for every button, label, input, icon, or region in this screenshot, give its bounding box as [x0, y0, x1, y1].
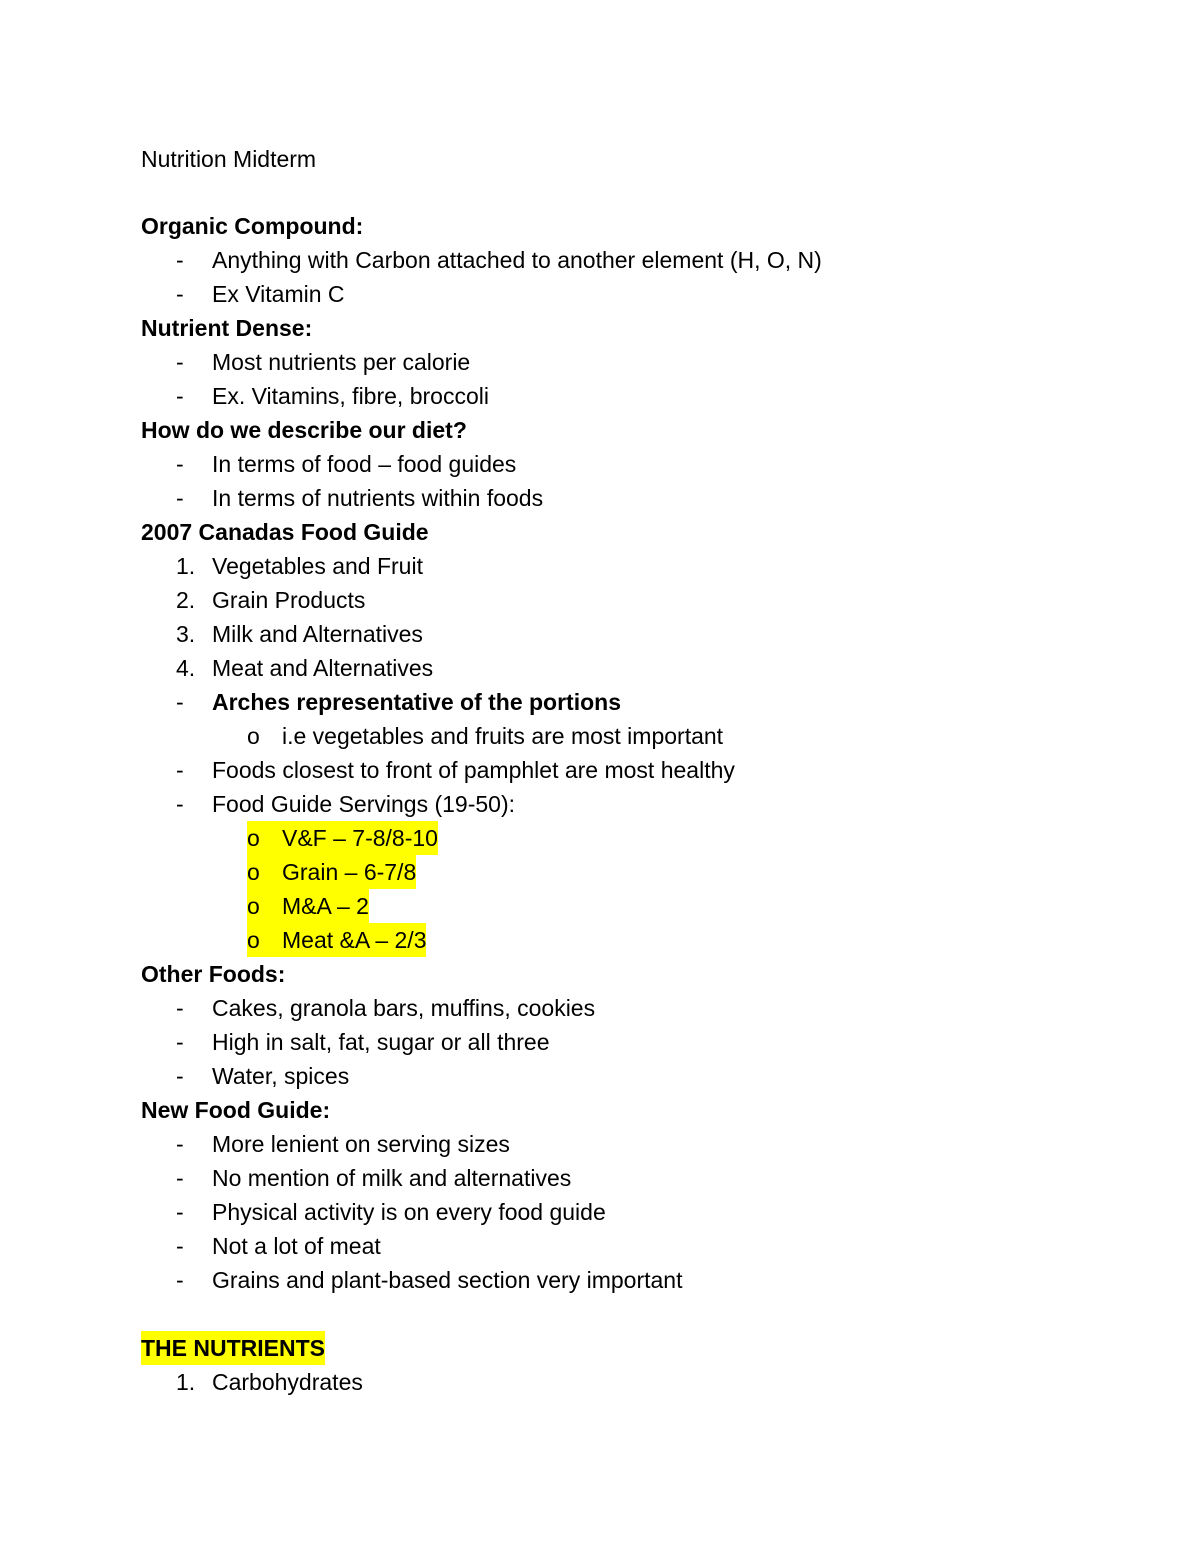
numbered-item-text: Milk and Alternatives [212, 621, 423, 647]
list-item-text: Most nutrients per calorie [212, 349, 471, 375]
dash-bullet: - [176, 757, 184, 783]
dash-bullet: - [176, 1029, 184, 1055]
list-item [141, 787, 1101, 821]
list-item-text: Ex. Vitamins, fibre, broccoli [212, 383, 489, 409]
document-body [141, 209, 1101, 1399]
section-heading-food-guide-2007: 2007 Canadas Food Guide [141, 519, 429, 545]
numbered-item-text: Meat and Alternatives [212, 655, 434, 681]
numbered-item [141, 583, 1101, 617]
blank-line [141, 1297, 1101, 1331]
numbered-item [141, 549, 1101, 583]
list-item [141, 753, 1101, 787]
dash-bullet: - [176, 791, 184, 817]
list-item [141, 1229, 1101, 1263]
dash-bullet: - [176, 995, 184, 1021]
highlighted-serving-item [141, 855, 1101, 889]
dash-bullet: - [176, 1165, 184, 1191]
list-item [141, 447, 1101, 481]
list-item [141, 685, 1101, 719]
section-heading-new-food-guide: New Food Guide: [141, 1097, 331, 1123]
dash-bullet: - [176, 1063, 184, 1089]
item-number: 2. [176, 587, 196, 613]
list-item [141, 1059, 1101, 1093]
list-item-text: Not a lot of meat [212, 1233, 381, 1259]
dash-bullet: - [176, 485, 184, 511]
list-item [141, 1263, 1101, 1297]
serving-text: Grain – 6-7/8 [282, 855, 416, 889]
numbered-item [141, 1365, 1101, 1399]
list-item-text-bold: Arches representative of the portions [212, 689, 621, 715]
circle-bullet: o [247, 821, 282, 855]
circle-bullet: o [247, 923, 282, 957]
circle-bullet: o [247, 855, 282, 889]
dash-bullet: - [176, 1233, 184, 1259]
list-item-text: More lenient on serving sizes [212, 1131, 510, 1157]
circle-bullet: o [247, 723, 260, 749]
serving-text: V&F – 7-8/8-10 [282, 821, 438, 855]
list-item-text: In terms of food – food guides [212, 451, 517, 477]
section-heading-the-nutrients [141, 1331, 1101, 1365]
list-item-text: Water, spices [212, 1063, 350, 1089]
list-item [141, 1161, 1101, 1195]
list-item-text: In terms of nutrients within foods [212, 485, 544, 511]
list-item [141, 345, 1101, 379]
highlighted-heading-text: THE NUTRIENTS [141, 1331, 325, 1365]
document-title: Nutrition Midterm [141, 146, 317, 172]
dash-bullet: - [176, 1267, 184, 1293]
list-item-text: High in salt, fat, sugar or all three [212, 1029, 550, 1055]
highlighted-serving-item [141, 923, 1101, 957]
numbered-item-text: Carbohydrates [212, 1369, 363, 1395]
dash-bullet: - [176, 1131, 184, 1157]
numbered-item [141, 617, 1101, 651]
highlighted-serving-item [141, 821, 1101, 855]
list-item-text: Physical activity is on every food guide [212, 1199, 606, 1225]
list-item [141, 277, 1101, 311]
item-number: 4. [176, 655, 196, 681]
dash-bullet: - [176, 689, 184, 715]
section-heading-describe-diet: How do we describe our diet? [141, 417, 467, 443]
dash-bullet: - [176, 281, 184, 307]
list-item-text: Cakes, granola bars, muffins, cookies [212, 995, 596, 1021]
list-item [141, 379, 1101, 413]
sub-list-item-text: i.e vegetables and fruits are most important [282, 723, 724, 749]
item-number: 1. [176, 553, 196, 579]
list-item-text: Food Guide Servings (19-50): [212, 791, 515, 817]
dash-bullet: - [176, 349, 184, 375]
list-item [141, 991, 1101, 1025]
section-heading-organic-compound: Organic Compound: [141, 213, 364, 239]
dash-bullet: - [176, 383, 184, 409]
item-number: 3. [176, 621, 196, 647]
list-item [141, 1025, 1101, 1059]
section-heading-nutrient-dense: Nutrient Dense: [141, 315, 313, 341]
serving-text: M&A – 2 [282, 889, 369, 923]
numbered-item [141, 651, 1101, 685]
dash-bullet: - [176, 451, 184, 477]
numbered-item-text: Vegetables and Fruit [212, 553, 423, 579]
sub-list-item [141, 719, 1101, 753]
dash-bullet: - [176, 247, 184, 273]
list-item-text: Grains and plant-based section very important [212, 1267, 683, 1293]
list-item-text: Foods closest to front of pamphlet are most healthy [212, 757, 735, 783]
highlighted-serving-item [141, 889, 1101, 923]
list-item [141, 1195, 1101, 1229]
list-item [141, 481, 1101, 515]
numbered-item-text: Grain Products [212, 587, 366, 613]
item-number: 1. [176, 1369, 196, 1395]
list-item-text: Anything with Carbon attached to another element (H, O, N) [212, 247, 822, 273]
list-item-text: No mention of milk and alternatives [212, 1165, 572, 1191]
dash-bullet: - [176, 1199, 184, 1225]
list-item-text: Ex Vitamin C [212, 281, 345, 307]
list-item [141, 243, 1101, 277]
serving-text: Meat &A – 2/3 [282, 923, 426, 957]
circle-bullet: o [247, 889, 282, 923]
section-heading-other-foods: Other Foods: [141, 961, 286, 987]
list-item [141, 1127, 1101, 1161]
